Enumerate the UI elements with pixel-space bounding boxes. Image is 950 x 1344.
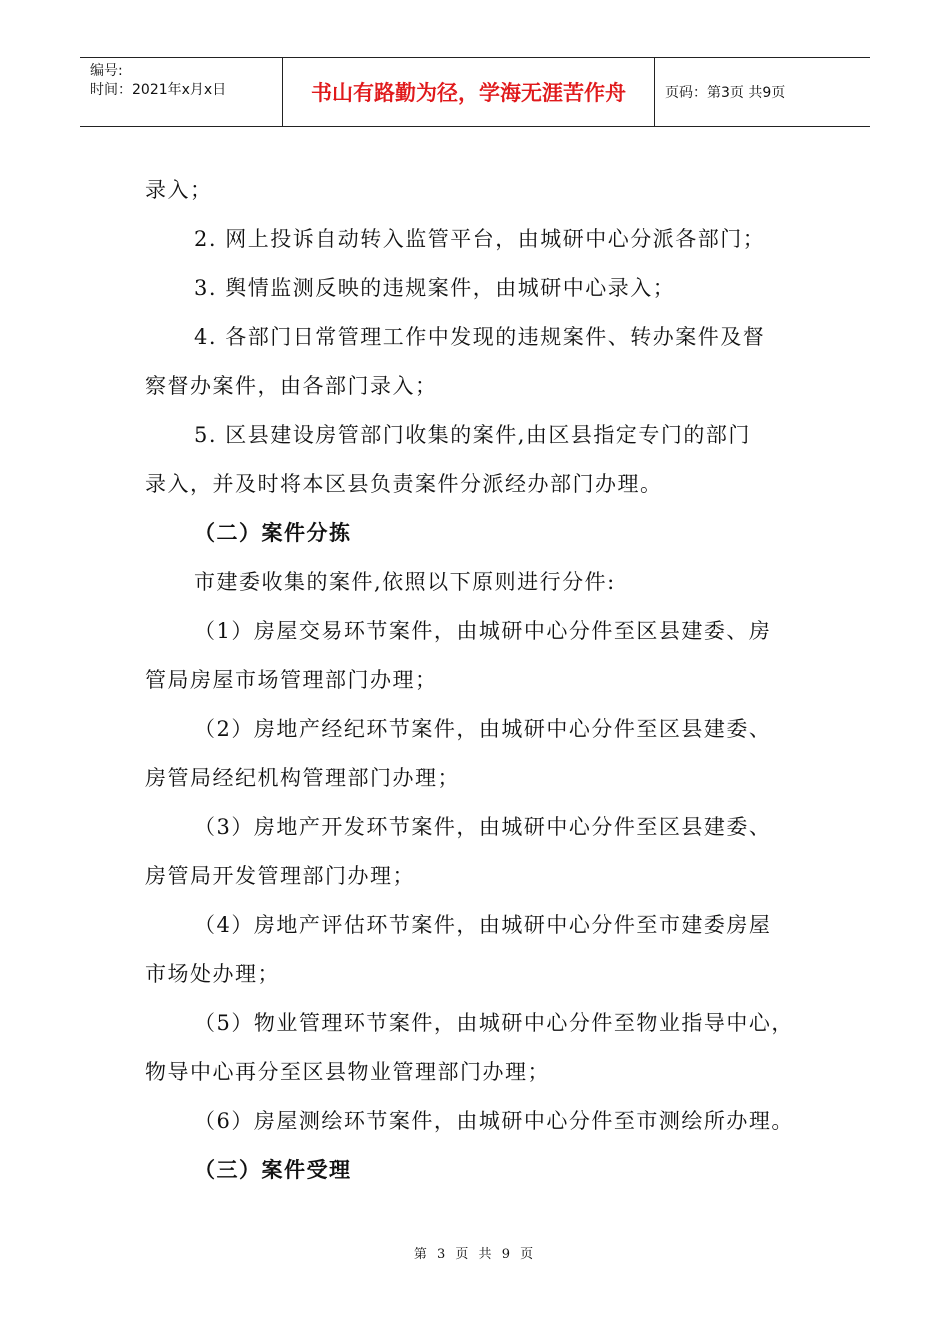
list-item-3: 3. 舆情监测反映的违规案件，由城研中心录入； [194, 276, 676, 300]
sorting-rule-4: （4）房地产评估环节案件，由城研中心分件至市建委房屋 [194, 913, 772, 937]
list-item-5-cont: 录入，并及时将本区县负责案件分派经办部门办理。 [145, 472, 663, 496]
sorting-rule-3-cont: 房管局开发管理部门办理； [145, 864, 415, 888]
document-body [145, 166, 815, 1195]
header-page-info: 页码：第3页 共9页 [665, 85, 786, 101]
document-number-label: 编号: [90, 63, 123, 79]
header-meta [80, 58, 282, 126]
page-footer: 第 3 页 共 9 页 [413, 1247, 537, 1262]
sorting-rule-6: （6）房屋测绘环节案件，由城研中心分件至市测绘所办理。 [194, 1109, 794, 1133]
document-time-label: 时间：2021年x月x日 [90, 82, 227, 98]
list-item-4-cont: 察督办案件，由各部门录入； [145, 374, 438, 398]
list-item-2: 2. 网上投诉自动转入监管平台，由城研中心分派各部门； [194, 227, 766, 251]
sorting-intro: 市建委收集的案件,依照以下原则进行分件: [194, 570, 616, 594]
sorting-rule-2-cont: 房管局经纪机构管理部门办理； [145, 766, 460, 790]
sorting-rule-1-cont: 管局房屋市场管理部门办理； [145, 668, 438, 692]
sorting-rule-3: （3）房地产开发环节案件，由城研中心分件至区县建委、 [194, 815, 772, 839]
sorting-rule-5-cont: 物导中心再分至区县物业管理部门办理； [145, 1060, 550, 1084]
section-heading-case-acceptance: （三）案件受理 [194, 1158, 352, 1182]
sorting-rule-1: （1）房屋交易环节案件，由城研中心分件至区县建委、房 [194, 619, 772, 643]
list-item-5: 5. 区县建设房管部门收集的案件,由区县指定专门的部门 [194, 423, 751, 447]
list-item-4: 4. 各部门日常管理工作中发现的违规案件、转办案件及督 [194, 325, 766, 349]
sorting-rule-4-cont: 市场处办理； [145, 962, 280, 986]
section-heading-case-sorting: （二）案件分拣 [194, 521, 352, 545]
sorting-rule-5: （5）物业管理环节案件，由城研中心分件至物业指导中心， [194, 1011, 794, 1035]
paragraph-line: 录入； [145, 178, 213, 202]
document-header [80, 57, 870, 127]
header-motto: 书山有路勤为径，学海无涯苦作舟 [282, 58, 655, 126]
sorting-rule-2: （2）房地产经纪环节案件，由城研中心分件至区县建委、 [194, 717, 772, 741]
